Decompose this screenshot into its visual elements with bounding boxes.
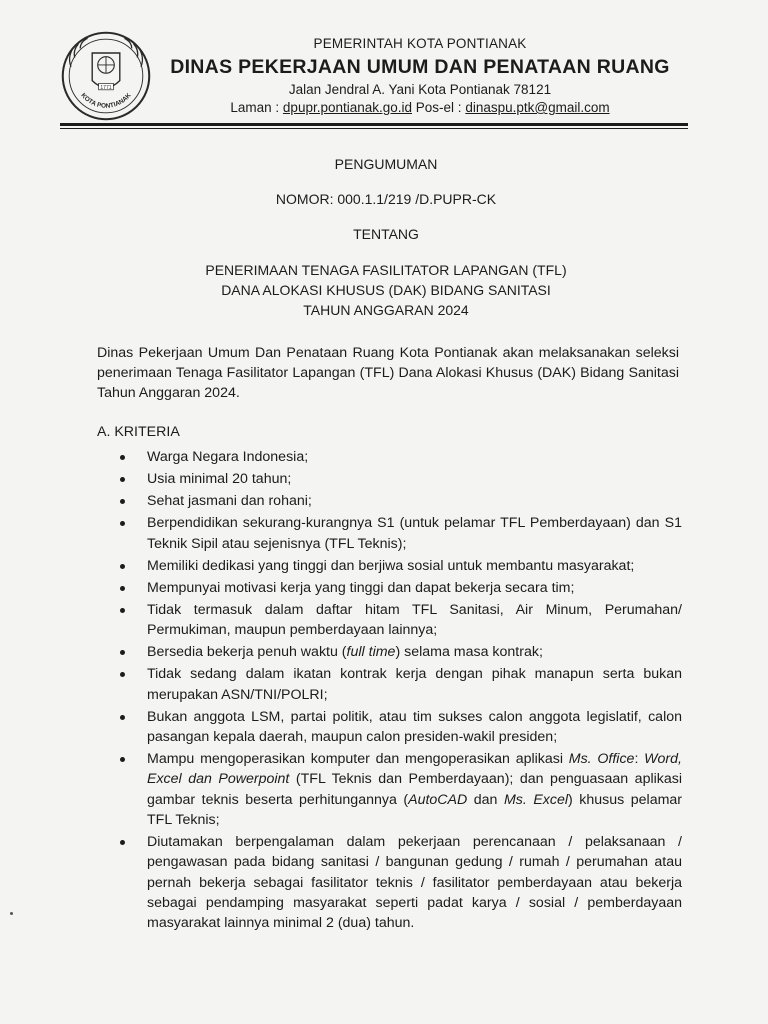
title-line: TAHUN ANGGARAN 2024 [303, 302, 469, 318]
list-item-text: Warga Negara Indonesia; [147, 449, 309, 465]
list-item-text: Mempunyai motivasi kerja yang tinggi dan dapat bekerja secara tim; [147, 579, 575, 596]
website-link[interactable]: dpupr.pontianak.go.id [282, 100, 413, 115]
bullet-icon [120, 608, 125, 613]
italic-term: AutoCAD [408, 791, 468, 808]
list-item [120, 513, 682, 554]
list-item-text: Tidak sedang dalam ikatan kontrak kerja dengan pihak manapun serta bukan merupakan ASN/TNI/POLRI; [147, 666, 682, 703]
bullet-icon [120, 499, 125, 504]
list-item [120, 832, 682, 933]
list-item [120, 469, 682, 489]
contact-line [150, 99, 690, 117]
list-item-text: ) khusus pelamar TFL Teknis; [147, 791, 683, 829]
letterhead [150, 35, 690, 117]
web-label: Laman : [230, 100, 283, 115]
bullet-icon [120, 455, 125, 460]
bullet-icon [120, 840, 125, 845]
letterhead-divider-thin [60, 128, 688, 129]
italic-term: Ms. Excel [503, 791, 569, 808]
title-line: DANA ALOKASI KHUSUS (DAK) BIDANG SANITASI [221, 282, 551, 298]
government-name: PEMERINTAH KOTA PONTIANAK [313, 36, 527, 51]
list-item-text: Bukan anggota LSM, partai politik, atau tim sukses calon anggota legislatif, calon pasangan kepala daerah, maupun calon presiden-wakil presiden; [147, 708, 682, 746]
list-item-text: dan [467, 791, 504, 808]
letterhead-divider-thick [60, 123, 688, 126]
city-seal-logo [60, 30, 152, 122]
announcement-title [96, 260, 676, 320]
list-item-text: ) selama masa kontrak; [395, 644, 543, 661]
bullet-icon [120, 650, 125, 655]
list-item [120, 707, 682, 748]
list-item [120, 664, 682, 705]
intro-paragraph: Dinas Pekerjaan Umum Dan Penataan Ruang Kota Pontianak akan melaksanakan seleksi penerimaan Tenaga Fasilitator Lapangan (TFL) Dana Alokasi Khusus (DAK) Bidang Sanitasi Tahun Anggaran 2024. [97, 345, 679, 401]
list-item [120, 578, 682, 598]
list-item [120, 447, 682, 467]
list-item-text: Memiliki dedikasi yang tinggi dan berjiwa sosial untuk membantu masyarakat; [147, 557, 635, 574]
scan-speck [10, 912, 13, 915]
section-a-title: A. KRITERIA [97, 424, 180, 440]
list-item [120, 600, 682, 641]
address: Jalan Jendral A. Yani Kota Pontianak 78121 [288, 82, 552, 97]
bullet-icon [120, 586, 125, 591]
list-item-text: : [634, 751, 645, 768]
bullet-icon [120, 672, 125, 677]
list-item-text: (TFL Teknis dan Pemberdayaan); dan penguasaan aplikasi gambar teknis beserta perhitungannya ( [147, 771, 682, 808]
list-item-text: Mampu mengoperasikan komputer dan mengoperasikan aplikasi [147, 751, 569, 768]
email-label: Pos-el : [412, 100, 466, 115]
bullet-icon [120, 715, 125, 720]
italic-term: full time [346, 644, 396, 661]
list-item-text: Bersedia bekerja penuh waktu ( [147, 644, 347, 661]
list-item-text: Usia minimal 20 tahun; [147, 471, 292, 488]
svg-text:1771: 1771 [100, 84, 112, 91]
list-item [120, 491, 682, 511]
italic-term: Word, Excel dan Powerpoint [147, 751, 682, 788]
list-item [120, 556, 682, 576]
italic-term: Ms. Office [568, 751, 635, 768]
bullet-icon [120, 477, 125, 482]
bullet-icon [120, 564, 125, 569]
announcement-heading: PENGUMUMAN [334, 156, 438, 172]
list-item-text: Diutamakan berpengalaman dalam pekerjaan perencanaan / pelaksanaan / pengawasan pada bidang sanitasi / bangunan gedung / rumah / perumahan atau pernah bekerja sebagai fasilitator teknis / fasilitator pemberdayaan atau bekerja sebagai pendamping masyarakat seperti padat karya / sosial / pemberdayaan masyarakat lainnya minimal 2 (dua) tahun. [147, 834, 682, 932]
document-number: NOMOR: 000.1.1/219 /D.PUPR-CK [275, 191, 497, 207]
email-link[interactable]: dinaspu.ptk@gmail.com [465, 100, 610, 115]
criteria-list [120, 447, 682, 935]
bullet-icon [120, 521, 125, 526]
svg-text:KOTA PONTIANAK: KOTA PONTIANAK [79, 92, 133, 110]
list-item [120, 642, 682, 662]
list-item [120, 749, 682, 830]
department-name: DINAS PEKERJAAN UMUM DAN PENATAAN RUANG [170, 56, 670, 78]
about-heading: TENTANG [353, 226, 419, 242]
list-item-text: Tidak termasuk dalam daftar hitam TFL Sanitasi, Air Minum, Perumahan/ Permukiman, maupun pemberdayaan lainnya; [147, 601, 682, 639]
bullet-icon [120, 757, 125, 762]
title-line: PENERIMAAN TENAGA FASILITATOR LAPANGAN (TFL) [205, 262, 567, 278]
list-item-text: Berpendidikan sekurang-kurangnya S1 (untuk pelamar TFL Pemberdayaan) dan S1 Teknik Sipil atau sejenisnya (TFL Teknis); [147, 515, 682, 552]
list-item-text: Sehat jasmani dan rohani; [147, 493, 312, 510]
